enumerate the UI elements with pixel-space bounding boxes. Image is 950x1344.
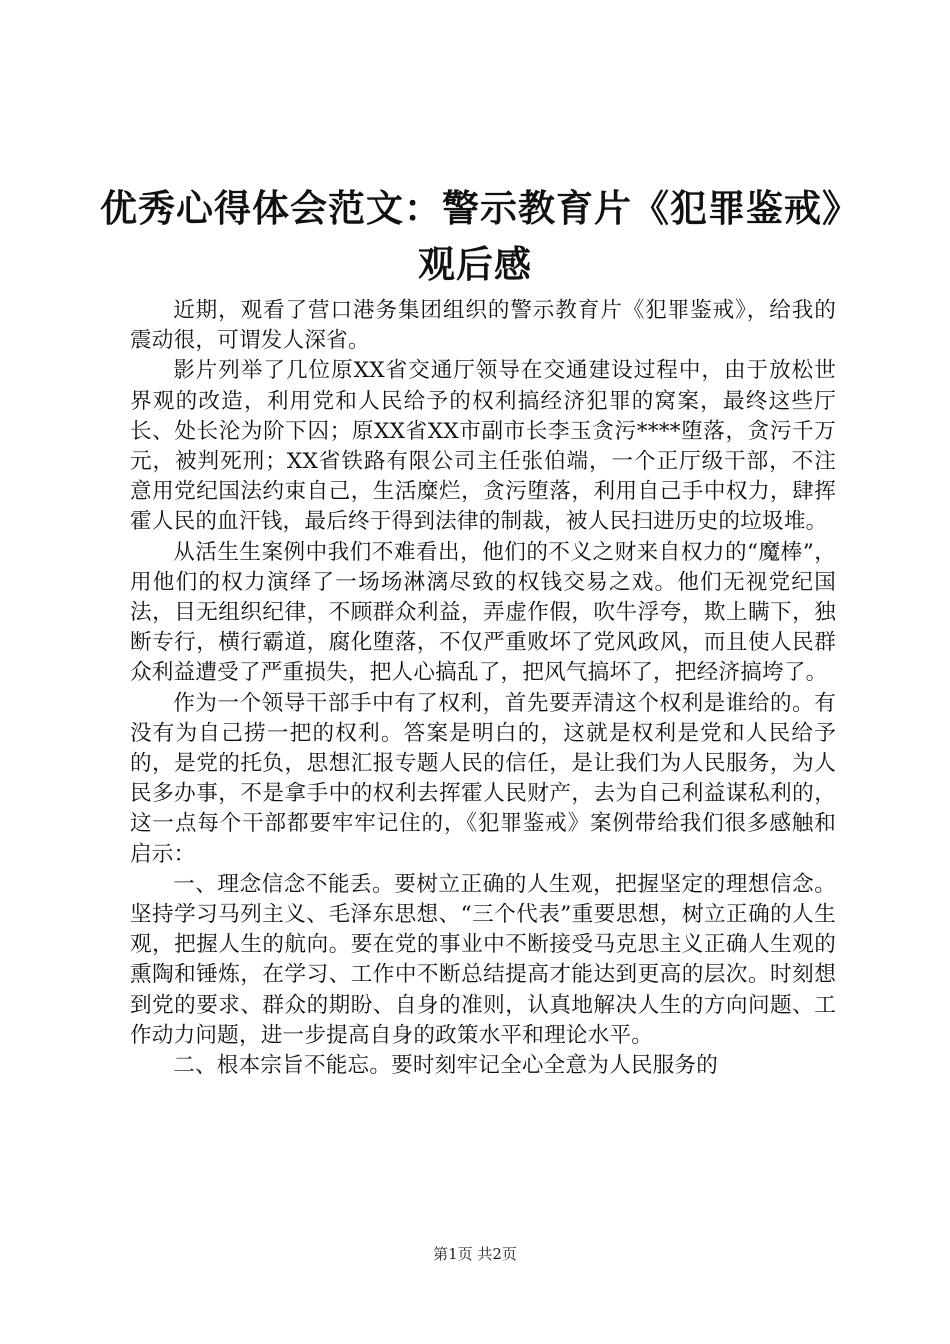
- document-body: [130, 296, 836, 1081]
- page-number-footer: 第1页 共2页: [433, 1245, 517, 1263]
- body-paragraph: 作为一个领导干部手中有了权利，首先要弄清这个权利是谁给的。有没有为自己捞一把的权利。答案是明白的，这就是权利是党和人民给予的，是党的托负，思想汇报专题人民的信任，是让我们为人民服务，为人民多办事，不是拿手中的权利去挥霍人民财产，去为自己利益谋私利的，这一点每个干部都要牢牢记住的，《犯罪鉴戒》案例带给我们很多感触和启示：: [130, 690, 836, 867]
- body-paragraph: 二、根本宗旨不能忘。要时刻牢记全心全意为人民服务的: [173, 1053, 719, 1079]
- body-paragraph: 从活生生案例中我们不难看出，他们的不义之财来自权力的“魔棒”，用他们的权力演绎了一场场淋漓尽致的权钱交易之戏。他们无视党纪国法，目无组织纪律，不顾群众利益，弄虚作假，吹牛浮夸，欺上瞒下，独断专行，横行霸道，腐化堕落，不仅严重败坏了党风政风，而且使人民群众利益遭受了严重损失，把人心搞乱了，把风气搞坏了，把经济搞垮了。: [130, 539, 836, 686]
- document-title-line-2: 观后感: [418, 242, 532, 286]
- body-paragraph: 近期，观看了营口港务集团组织的警示教育片《犯罪鉴戒》，给我的震动很，可谓发人深省。: [130, 298, 836, 354]
- body-paragraph: 一、理念信念不能丢。要树立正确的人生观，把握坚定的理想信念。坚持学习马列主义、毛泽东思想、“三个代表”重要思想，树立正确的人生观，把握人生的航向。要在党的事业中不断接受马克思主义正确人生观的熏陶和锤炼，在学习、工作中不断总结提高才能达到更高的层次。时刻想到党的要求、群众的期盼、自身的准则，认真地解决人生的方向问题、工作动力问题，进一步提高自身的政策水平和理论水平。: [130, 871, 836, 1048]
- body-paragraph: 影片列举了几位原XX省交通厅领导在交通建设过程中，由于放松世界观的改造，利用党和人民给予的权利搞经济犯罪的窝案，最终这些厅长、处长沦为阶下囚；原XX省XX市副市长李玉贪污****堕落，贪污千万元，被判死刑；XX省铁路有限公司主任张伯端，一个正厅级干部，不注意用党纪国法约束自己，生活糜烂，贪污堕落，利用自己手中权力，肆挥霍人民的血汗钱，最后终于得到法律的制裁，被人民扫进历史的垃圾堆。: [130, 358, 836, 535]
- document-title-line-1: 优秀心得体会范文：警示教育片《犯罪鉴戒》: [100, 186, 860, 230]
